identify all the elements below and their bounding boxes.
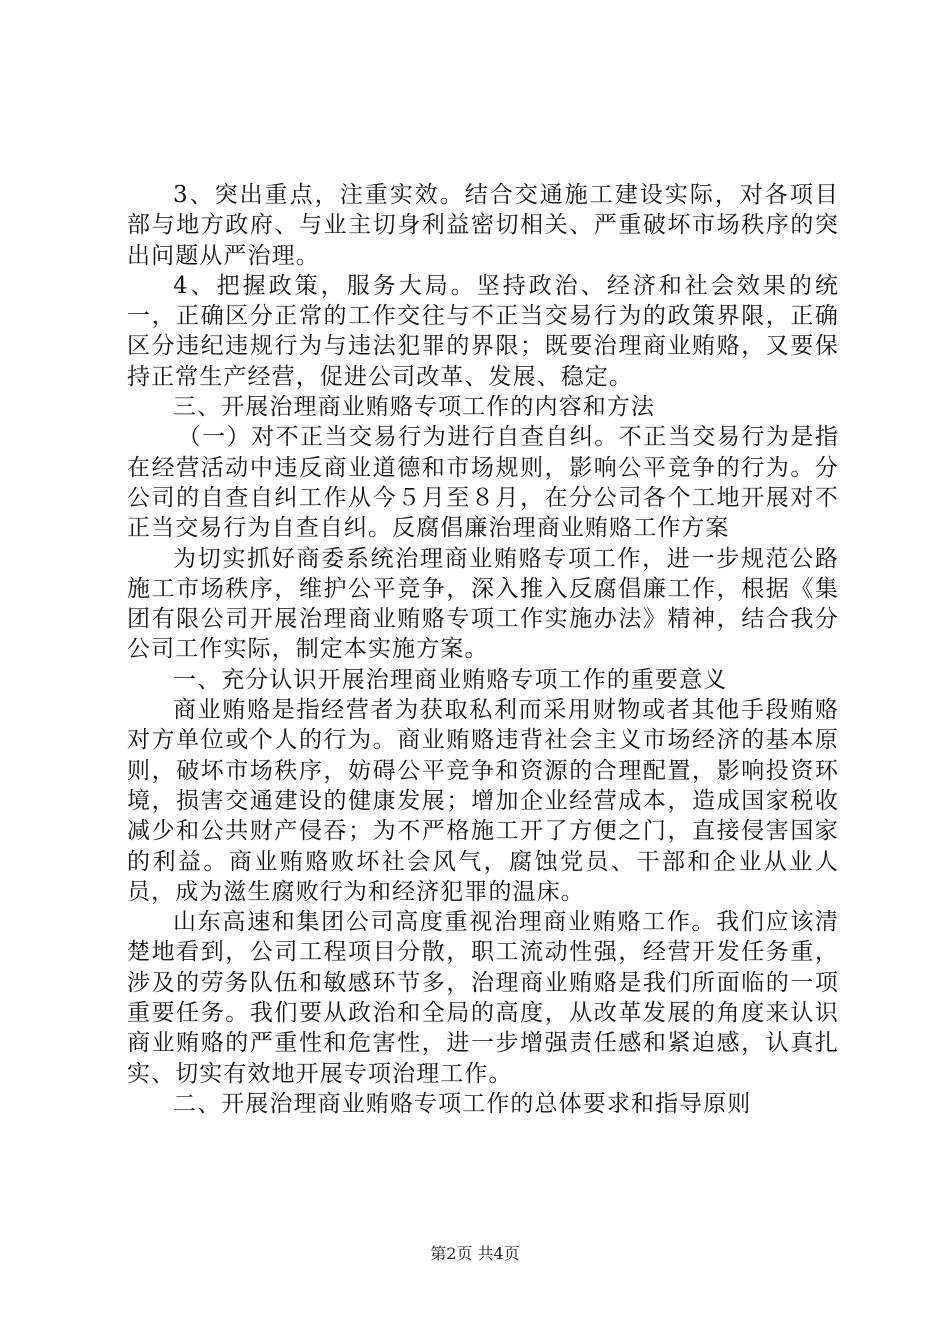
section-heading-3: 三、开展治理商业贿赂专项工作的内容和方法: [173, 394, 655, 421]
document-body: [127, 180, 839, 1119]
paragraph-self-inspection: （一）对不正当交易行为进行自查自纠。不正当交易行为是指在经营活动中违反商业道德和市场规则，影响公平竞争的行为。分公司的自查自纠工作从今５月至８月，在分公司各个工地开展对不正当交易行为自查自纠。反腐倡廉治理商业贿赂工作方案: [127, 424, 839, 542]
paragraph-bribery-definition: 商业贿赂是指经营者为获取私利而采用财物或者其他手段贿赂对方单位或个人的行为。商业贿赂违背社会主义市场经济的基本原则，破坏市场秩序，妨碍公平竞争和资源的合理配置，影响投资环境，损害交通建设的健康发展；增加企业经营成本，造成国家税收减少和公共财产侵吞；为不严格施工开了方便之门，直接侵害国家的利益。商业贿赂败坏社会风气，腐蚀党员、干部和企业从业人员，成为滋生腐败行为和经济犯罪的温床。: [127, 697, 839, 905]
paragraph-plan-intro: 为切实抓好商委系统治理商业贿赂专项工作，进一步规范公路施工市场秩序，维护公平竞争，深入推入反腐倡廉工作，根据《集团有限公司开展治理商业贿赂专项工作实施办法》精神，结合我分公司工作实际，制定本实施方案。: [127, 545, 839, 663]
page-number-label: 第2页 共4页: [430, 1244, 520, 1263]
section-heading-2: 二、开展治理商业贿赂专项工作的总体要求和指导原则: [173, 1090, 752, 1117]
section-heading-1: 一、充分认识开展治理商业贿赂专项工作的重要意义: [173, 666, 728, 693]
paragraph-principle-4: 4、把握政策，服务大局。坚持政治、经济和社会效果的统一，正确区分正常的工作交往与不正当交易行为的政策界限，正确区分违纪违规行为与违法犯罪的界限；既要治理商业贿赂，又要保持正常生产经营，促进公司改革、发展、稳定。: [127, 272, 839, 390]
page-footer: [0, 1244, 950, 1264]
paragraph-principle-3: 3、突出重点，注重实效。结合交通施工建设实际，对各项目部与地方政府、与业主切身利益密切相关、严重破坏市场秩序的突出问题从严治理。: [127, 182, 839, 269]
paragraph-company-attention: 山东高速和集团公司高度重视治理商业贿赂工作。我们应该清楚地看到，公司工程项目分散，职工流动性强，经营开发任务重，涉及的劳务队伍和敏感环节多，治理商业贿赂是我们所面临的一项重要任务。我们要从政治和全局的高度，从改革发展的角度来认识商业贿赂的严重性和危害性，进一步增强责任感和紧迫感，认真扎实、切实有效地开展专项治理工作。: [127, 909, 839, 1087]
